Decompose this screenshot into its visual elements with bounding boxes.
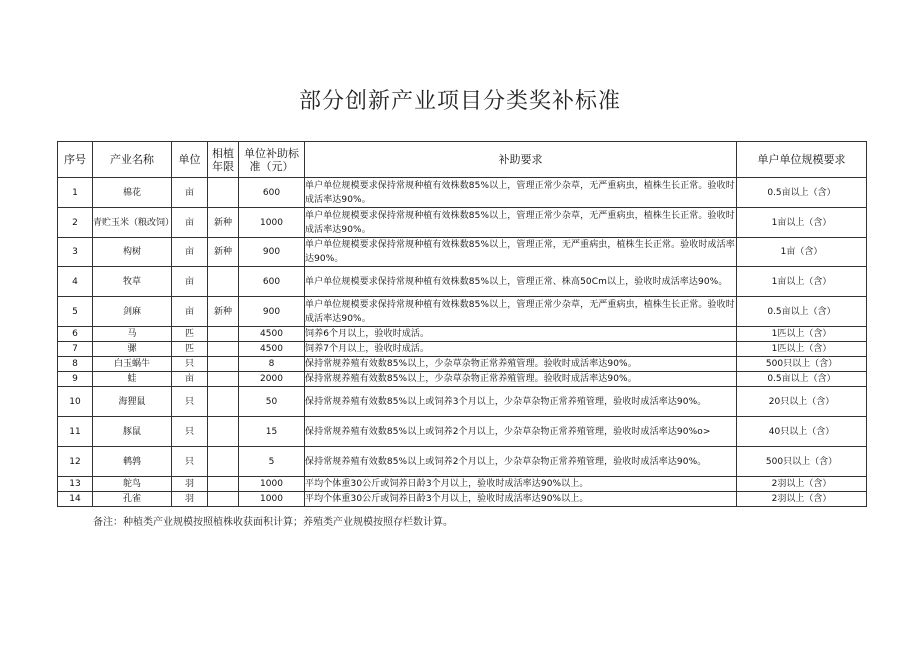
footnote: 备注：种植类产业规模按照植株收获面积计算；养殖类产业规模按照存栏数计算。 xyxy=(93,517,453,528)
row-unit: 匹 xyxy=(172,342,208,357)
row-name: 豚鼠 xyxy=(93,417,172,447)
header-scale: 单户单位规模要求 xyxy=(737,142,867,178)
row-standard: 2000 xyxy=(239,372,305,387)
table-row xyxy=(58,387,867,417)
row-scale: 40只以上（含） xyxy=(737,417,867,447)
row-period: 新种 xyxy=(208,208,239,238)
subsidy-table xyxy=(57,141,867,507)
row-name: 海狸鼠 xyxy=(93,387,172,417)
table-body xyxy=(58,178,867,507)
row-seq: 6 xyxy=(58,327,93,342)
table-row xyxy=(58,327,867,342)
row-requirement: 保持常规养殖有效数85%以上或饲养2个月以上，少杂草杂物正常养殖管理，验收时成活率达90%。 xyxy=(305,447,737,477)
row-requirement: 单户单位规模要求保持常规种植有效株数85%以上，管理正常、株高50Cm以上，验收时成活率达90%。 xyxy=(305,267,737,297)
table-row xyxy=(58,267,867,297)
row-seq: 12 xyxy=(58,447,93,477)
row-requirement: 保持常规养殖有效数85%以上或饲养2个月以上，少杂草杂物正常养殖管理，验收时成活率达90%o> xyxy=(305,417,737,447)
row-period xyxy=(208,492,239,507)
row-unit: 亩 xyxy=(172,178,208,208)
row-period xyxy=(208,327,239,342)
row-name: 鸵鸟 xyxy=(93,477,172,492)
row-standard: 8 xyxy=(239,357,305,372)
table-row xyxy=(58,342,867,357)
row-name: 构树 xyxy=(93,238,172,267)
row-unit: 羽 xyxy=(172,477,208,492)
row-period xyxy=(208,447,239,477)
row-seq: 11 xyxy=(58,417,93,447)
header-seq: 序号 xyxy=(58,142,93,178)
row-standard: 5 xyxy=(239,447,305,477)
table-row xyxy=(58,447,867,477)
row-period xyxy=(208,267,239,297)
table-row xyxy=(58,208,867,238)
row-unit: 亩 xyxy=(172,372,208,387)
row-name: 白玉蜗牛 xyxy=(93,357,172,372)
row-name: 蛙 xyxy=(93,372,172,387)
row-requirement: 保持常规养殖有效数85%以上，少杂草杂物正常养殖管理。验收时成活率达90%。 xyxy=(305,372,737,387)
table-row xyxy=(58,492,867,507)
row-standard: 600 xyxy=(239,267,305,297)
row-scale: 1匹以上（含） xyxy=(737,327,867,342)
row-unit: 只 xyxy=(172,417,208,447)
row-standard: 15 xyxy=(239,417,305,447)
row-period: 新种 xyxy=(208,238,239,267)
row-name: 棉花 xyxy=(93,178,172,208)
row-scale: 0.5亩以上（含） xyxy=(737,372,867,387)
row-seq: 7 xyxy=(58,342,93,357)
header-requirement: 补助要求 xyxy=(305,142,737,178)
row-unit: 亩 xyxy=(172,238,208,267)
row-seq: 10 xyxy=(58,387,93,417)
row-period xyxy=(208,477,239,492)
header-period: 相植年限 xyxy=(208,142,239,178)
row-seq: 9 xyxy=(58,372,93,387)
row-period xyxy=(208,342,239,357)
row-seq: 3 xyxy=(58,238,93,267)
row-unit: 只 xyxy=(172,387,208,417)
row-standard: 4500 xyxy=(239,342,305,357)
row-period xyxy=(208,357,239,372)
row-period xyxy=(208,387,239,417)
table-row xyxy=(58,477,867,492)
row-standard: 4500 xyxy=(239,327,305,342)
row-seq: 2 xyxy=(58,208,93,238)
row-period: 新种 xyxy=(208,297,239,327)
row-name: 马 xyxy=(93,327,172,342)
row-requirement: 平均个体重30公斤或饲养日龄3个月以上，验收时成活率达90%以上。 xyxy=(305,492,737,507)
row-name: 鹌鹑 xyxy=(93,447,172,477)
row-seq: 1 xyxy=(58,178,93,208)
table-row xyxy=(58,417,867,447)
row-standard: 900 xyxy=(239,297,305,327)
row-period xyxy=(208,178,239,208)
row-standard: 1000 xyxy=(239,492,305,507)
row-requirement: 保持常规养殖有效数85%以上，少杂草杂物正常养殖管理。验收时成活率达90%。 xyxy=(305,357,737,372)
row-name: 牧草 xyxy=(93,267,172,297)
row-standard: 600 xyxy=(239,178,305,208)
row-unit: 亩 xyxy=(172,297,208,327)
page-title: 部分创新产业项目分类奖补标准 xyxy=(298,89,621,114)
row-requirement: 单户单位规模要求保持常规种植有效株数85%以上，管理正常，无严重病虫，植株生长正常。验收时成活率达90%。 xyxy=(305,238,737,267)
row-unit: 亩 xyxy=(172,267,208,297)
row-scale: 1亩以上（含） xyxy=(737,267,867,297)
table-row xyxy=(58,357,867,372)
header-unit: 单位 xyxy=(172,142,208,178)
row-seq: 13 xyxy=(58,477,93,492)
row-scale: 1亩以上（含） xyxy=(737,208,867,238)
row-name: 骡 xyxy=(93,342,172,357)
row-scale: 500只以上（含） xyxy=(737,357,867,372)
row-seq: 4 xyxy=(58,267,93,297)
table-row xyxy=(58,238,867,267)
row-unit: 只 xyxy=(172,447,208,477)
row-scale: 1匹以上（含） xyxy=(737,342,867,357)
row-scale: 0.5亩以上（含） xyxy=(737,178,867,208)
row-scale: 2羽以上（含） xyxy=(737,492,867,507)
row-name: 剑麻 xyxy=(93,297,172,327)
row-scale: 20只以上（含） xyxy=(737,387,867,417)
row-requirement: 单户单位规模要求保持常规种植有效株数85%以上，管理正常少杂草，无严重病虫，植株生长正常。验收时成活率达90%。 xyxy=(305,178,737,208)
table-row xyxy=(58,372,867,387)
row-seq: 5 xyxy=(58,297,93,327)
row-period xyxy=(208,417,239,447)
row-unit: 羽 xyxy=(172,492,208,507)
row-requirement: 平均个体重30公斤或饲养日龄3个月以上，验收时成活率达90%以上。 xyxy=(305,477,737,492)
row-standard: 50 xyxy=(239,387,305,417)
row-scale: 1亩（含） xyxy=(737,238,867,267)
row-requirement: 单户单位规模要求保持常规种植有效株数85%以上，管理正常少杂草，无严重病虫，植株生长正常。验收时成活率达90%。 xyxy=(305,297,737,327)
row-seq: 14 xyxy=(58,492,93,507)
row-unit: 亩 xyxy=(172,208,208,238)
row-requirement: 饲养6个月以上，验收时成活。 xyxy=(305,327,737,342)
row-unit: 只 xyxy=(172,357,208,372)
row-requirement: 饲养7个月以上，验收时成活。 xyxy=(305,342,737,357)
row-period xyxy=(208,372,239,387)
row-name: 孔雀 xyxy=(93,492,172,507)
row-standard: 900 xyxy=(239,238,305,267)
table-row xyxy=(58,178,867,208)
row-name: 青贮玉米（粮改饲） xyxy=(93,208,172,238)
row-requirement: 保持常规养殖有效数85%以上或饲养3个月以上，少杂草杂物正常养殖管理，验收时成活率达90%。 xyxy=(305,387,737,417)
table-row xyxy=(58,297,867,327)
row-standard: 1000 xyxy=(239,477,305,492)
header-standard: 单位补助标准（元） xyxy=(239,142,305,178)
row-scale: 500只以上（含） xyxy=(737,447,867,477)
header-name: 产业名称 xyxy=(93,142,172,178)
row-scale: 2羽以上（含） xyxy=(737,477,867,492)
row-seq: 8 xyxy=(58,357,93,372)
row-unit: 匹 xyxy=(172,327,208,342)
row-requirement: 单户单位规模要求保持常规种植有效株数85%以上，管理正常少杂草，无严重病虫，植株生长正常。验收时成活率达90%。 xyxy=(305,208,737,238)
header-row xyxy=(58,142,867,178)
row-standard: 1000 xyxy=(239,208,305,238)
row-scale: 0.5亩以上（含） xyxy=(737,297,867,327)
